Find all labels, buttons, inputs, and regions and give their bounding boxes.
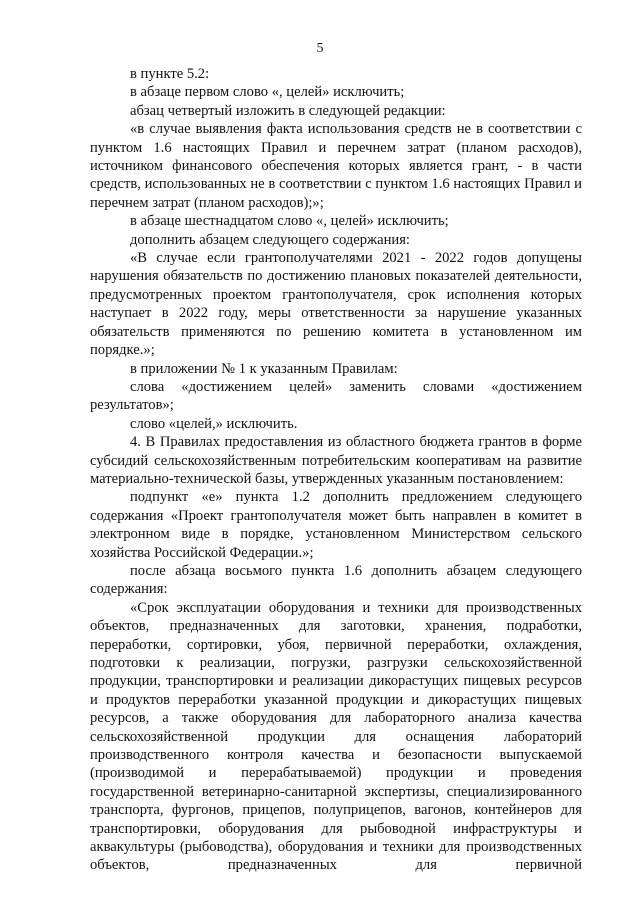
paragraph-fourth-abzac-edit: абзац четвертый изложить в следующей редакции: <box>130 102 446 119</box>
document-body <box>90 65 582 875</box>
paragraph-sixteenth-abzac-edit: в абзаце шестнадцатом слово «, целей» исключить; <box>130 213 449 230</box>
paragraph-first-abzac-edit: в абзаце первом слово «, целей» исключить; <box>130 84 405 101</box>
paragraph-after-eighth-abzac: после абзаца восьмого пункта 1.6 дополнить абзацем следующего содержания: <box>90 562 582 598</box>
paragraph-appendix-1: в приложении № 1 к указанным Правилам: <box>130 360 398 377</box>
paragraph-add-abzac: дополнить абзацем следующего содержания: <box>130 231 410 248</box>
paragraph-remove-word: слово «целей,» исключить. <box>130 415 298 432</box>
paragraph-quote-equipment-term: «Срок эксплуатации оборудования и техники для производственных объектов, предназначенных для заготовки, хранения, подработки, переработки, сортировки, убоя, первичной переработки, охлаждения, подготовки к реализации, погрузки, разгрузки сельскохозяйственной продукции, транспортировки и реализации дикорастущих пищевых ресурсов и продуктов переработки указанной продукции и дикорастущих пищевых ресурсов, а также оборудования для лабораторного анализа качества сельскохозяйственной продукции для оснащения лабораторий производственного контроля качества и безопасности выпускаемой (производимой и перерабатываемой) продукции и проведения государственной ветеринарно-санитарной экспертизы, специализированного транспорта, фургонов, прицепов, полуприцепов, вагонов, контейнеров для транспортировки, оборудования для рыбоводной инфраструктуры и аквакультуры (рыбоводства), оборудования и техники для производственных объектов, предназначенных для первичной <box>90 599 582 874</box>
paragraph-quote-grantees: «В случае если грантополучателями 2021 - 2022 годов допущены нарушения обязательств по достижению плановых показателей деятельности, предусмотренных проектом грантополучателя, срок исполнения которых наступает в 2022 году, меры ответственности за нарушение указанных обязательств применяются по решению комитета в установленном им порядке.»; <box>90 250 582 359</box>
paragraph-quote-violation: «в случае выявления факта использования средств не в соответствии с пунктом 1.6 настоящих Правил и перечнем затрат (планом расходов), источником финансового обеспечения которых является грант, - в части средств, использованных не в соответствии с пунктом 1.6 настоящих Правил и перечнем затрат (планом расходов);»; <box>90 121 582 211</box>
paragraph-subitem-e: подпункт «е» пункта 1.2 дополнить предложением следующего содержания «Проект грантополучателя может быть направлен в комитет в электронном виде в порядке, установленном Министерством сельского хозяйства Российской Федерации.»; <box>90 489 582 561</box>
page-number: 5 <box>316 41 324 56</box>
paragraph-replace-words: слова «достижением целей» заменить словами «достижением результатов»; <box>90 378 582 414</box>
paragraph-item-5-2: в пункте 5.2: <box>130 66 210 82</box>
paragraph-section-4: 4. В Правилах предоставления из областного бюджета грантов в форме субсидий сельскохозяйственным потребительским кооперативам на развитие материально-технической базы, утвержденных указанным постановлением: <box>90 434 582 487</box>
